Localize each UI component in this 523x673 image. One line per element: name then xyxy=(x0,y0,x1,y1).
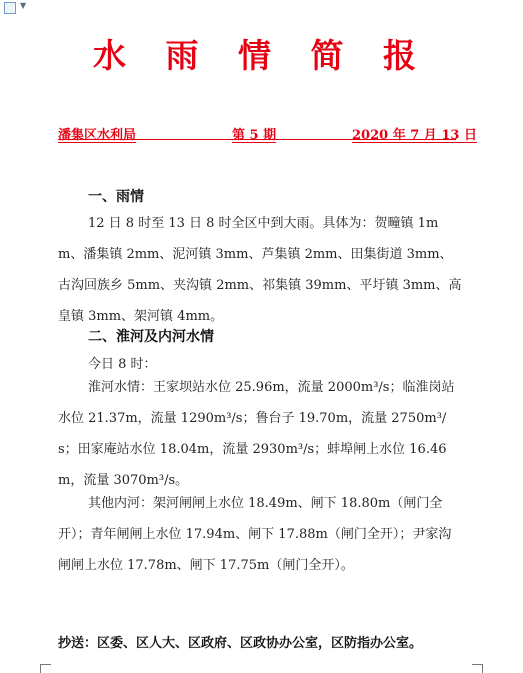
issue-date: 2020 年 7 月 13 日 xyxy=(352,128,477,143)
section-rain-heading: 一、雨情 xyxy=(88,189,144,205)
dropdown-caret-icon[interactable]: ▼ xyxy=(20,1,27,10)
header-divider xyxy=(58,139,456,140)
inland-river-info: 其他内河：架河闸闸上水位 18.49m、闸下 18.80m（闸门全开）；青年闸闸上水位 17.94m、闸下 17.88m（闸门全开）；尹家沟闸闸上水位 17.78m、闸下 17.75m（闸门全开）。 xyxy=(58,496,452,573)
cc-line: 抄送：区委、区人大、区政府、区政协办公室，区防指办公室。 xyxy=(58,636,423,651)
issue-number: 第 5 期 xyxy=(232,128,277,143)
page-title: 水 雨 情 简 报 xyxy=(93,36,430,75)
section-river-heading: 二、淮河及内河水情 xyxy=(88,329,214,345)
today-time-label: 今日 8 时： xyxy=(88,357,157,372)
huaihe-water-info: 淮河水情：王家坝站水位 25.96m，流量 2000m³/s；临淮岗站水位 21.37m，流量 1290m³/s；鲁台子 19.70m，流量 2750m³/s；田家庵站水位 18.04m，流量 2930m³/s；蚌埠闸上水位 16.46m，流量 3070m³/s。 xyxy=(58,380,455,488)
section-rain-body: 12 日 8 时至 13 日 8 时全区中到大雨。具体为：贺疃镇 1mm、潘集镇 2mm、泥河镇 3mm、芦集镇 2mm、田集街道 3mm、古沟回族乡 5mm、夹沟镇 2mm、祁集镇 39mm、平圩镇 3mm、高皇镇 3mm、架河镇 4mm。 xyxy=(58,216,462,324)
issuing-org: 潘集区水利局 xyxy=(58,128,137,143)
document-icon[interactable] xyxy=(4,2,16,14)
